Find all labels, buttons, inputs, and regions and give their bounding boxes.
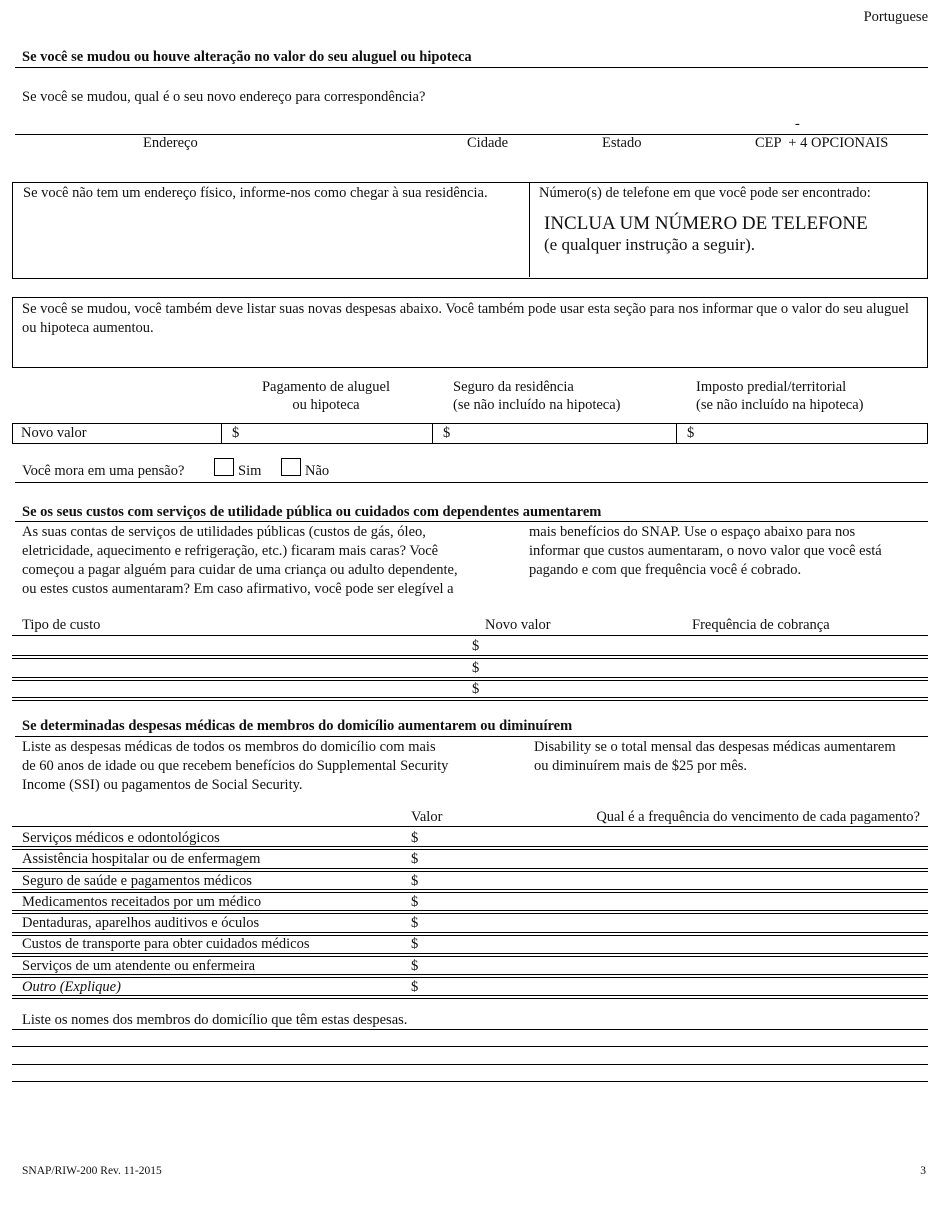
new-expenses-note: Se você se mudou, você também deve listar suas novas despesas abaixo. Você também pode usar esta seção para nos informar que o valor do seu aluguel ou hipoteca aumentou. bbox=[22, 301, 909, 336]
new-amount-row bbox=[12, 423, 928, 444]
value-header: Valor bbox=[411, 809, 443, 825]
rent-column-header bbox=[236, 378, 416, 414]
medical-description-left bbox=[22, 738, 517, 795]
medical-description-right bbox=[534, 738, 929, 776]
table-row-line bbox=[12, 974, 928, 978]
utility-text-line: informar que custos aumentaram, o novo valor que você está bbox=[529, 543, 882, 559]
medical-amount-field[interactable]: $ bbox=[411, 894, 419, 910]
table-header-line bbox=[12, 635, 928, 636]
new-amount-header: Novo valor bbox=[485, 617, 551, 633]
insurance-amount-field[interactable]: $ bbox=[435, 424, 677, 443]
billing-frequency-header: Frequência de cobrança bbox=[692, 617, 830, 633]
tax-header-line1: Imposto predial/territorial bbox=[696, 379, 847, 395]
new-amount-label: Novo valor bbox=[13, 424, 222, 443]
medical-text-line: Disability se o total mensal das despesas médicas aumentarem bbox=[534, 739, 896, 755]
section-divider bbox=[15, 736, 928, 737]
utility-description-right bbox=[529, 523, 929, 580]
new-address-question: Se você se mudou, qual é o seu novo endereço para correspondência? bbox=[22, 89, 426, 105]
medical-amount-field[interactable]: $ bbox=[411, 851, 419, 867]
table-row-line bbox=[12, 868, 928, 872]
utility-amount-field[interactable]: $ bbox=[472, 660, 480, 676]
utility-text-line: pagando e com que frequência você é cobrado. bbox=[529, 562, 802, 578]
directions-label: Se você não tem um endereço físico, informe-nos como chegar à sua residência. bbox=[23, 185, 488, 201]
medical-text-line: ou diminuírem mais de $25 por mês. bbox=[534, 758, 748, 774]
medical-section-title: Se determinadas despesas médicas de membros do domicílio aumentarem ou diminuírem bbox=[22, 718, 573, 734]
tax-column-header bbox=[696, 378, 864, 414]
utility-amount-field[interactable]: $ bbox=[472, 638, 480, 654]
table-row-line bbox=[12, 846, 928, 850]
city-label: Cidade bbox=[467, 135, 509, 151]
table-row-line bbox=[12, 697, 928, 701]
medical-amount-field[interactable]: $ bbox=[411, 958, 419, 974]
medical-row-label: Seguro de saúde e pagamentos médicos bbox=[22, 873, 252, 889]
medical-row-label: Serviços de um atendente ou enfermeira bbox=[22, 958, 256, 974]
medical-amount-field[interactable]: $ bbox=[411, 979, 419, 995]
utility-text-line: ou estes custos aumentaram? Em caso afirmativo, você pode ser elegível a bbox=[22, 581, 454, 597]
utility-text-line: eletricidade, aquecimento e refrigeração, etc.) ficaram mais caras? Você bbox=[22, 543, 439, 559]
table-row-line bbox=[12, 889, 928, 893]
table-row-line bbox=[12, 677, 928, 681]
medical-row-label: Medicamentos receitados por um médico bbox=[22, 894, 262, 910]
phone-instruction-1: INCLUA UM NÚMERO DE TELEFONE bbox=[544, 213, 868, 234]
cost-type-header: Tipo de custo bbox=[22, 617, 101, 633]
table-row-line bbox=[12, 910, 928, 914]
box-divider bbox=[529, 182, 530, 277]
utility-amount-field[interactable]: $ bbox=[472, 681, 480, 697]
section-divider bbox=[15, 482, 928, 483]
form-id: SNAP/RIW-200 Rev. 11-2015 bbox=[22, 1165, 162, 1177]
boarding-no-checkbox[interactable] bbox=[281, 458, 301, 476]
tax-amount-field[interactable]: $ bbox=[687, 425, 695, 441]
zip-label: CEP + 4 OPCIONAIS bbox=[755, 135, 889, 151]
phone-instruction-2: (e qualquer instrução a seguir). bbox=[544, 235, 755, 254]
medical-row-label-other: Outro (Explique) bbox=[22, 979, 121, 995]
utility-text-line: mais benefícios do SNAP. Use o espaço abaixo para nos bbox=[529, 524, 856, 540]
members-input-line[interactable] bbox=[12, 1081, 928, 1082]
medical-row-label: Serviços médicos e odontológicos bbox=[22, 830, 220, 846]
utility-description-left bbox=[22, 523, 512, 599]
household-members-label: Liste os nomes dos membros do domicílio que têm estas despesas. bbox=[22, 1012, 408, 1028]
medical-text-line: Liste as despesas médicas de todos os membros do domicílio com mais bbox=[22, 739, 436, 755]
directions-phone-box bbox=[12, 182, 928, 279]
members-input-line[interactable] bbox=[12, 1064, 928, 1065]
rent-header-line2: ou hipoteca bbox=[292, 397, 360, 413]
address-label: Endereço bbox=[143, 135, 198, 151]
insurance-header-line1: Seguro da residência bbox=[453, 379, 574, 395]
insurance-header-line2: (se não incluído na hipoteca) bbox=[453, 397, 621, 413]
language-label: Portuguese bbox=[863, 9, 928, 25]
boarding-yes-checkbox[interactable] bbox=[214, 458, 234, 476]
insurance-column-header bbox=[453, 378, 621, 414]
phone-label: Número(s) de telefone em que você pode ser encontrado: bbox=[539, 185, 871, 201]
page-number: 3 bbox=[920, 1165, 926, 1177]
rent-header-line1: Pagamento de aluguel bbox=[261, 379, 391, 395]
state-label: Estado bbox=[602, 135, 642, 151]
medical-text-line: de 60 anos de idade ou que recebem benefícios do Supplemental Security bbox=[22, 758, 449, 774]
section-divider bbox=[15, 67, 928, 68]
members-input-line[interactable] bbox=[12, 1046, 928, 1047]
medical-row-label: Dentaduras, aparelhos auditivos e óculos bbox=[22, 915, 260, 931]
medical-row-label: Assistência hospitalar ou de enfermagem bbox=[22, 851, 261, 867]
medical-amount-field[interactable]: $ bbox=[411, 915, 419, 931]
utility-text-line: começou a pagar alguém para cuidar de uma criança ou adulto dependente, bbox=[22, 562, 458, 578]
medical-amount-field[interactable]: $ bbox=[411, 830, 419, 846]
section-divider bbox=[15, 521, 928, 522]
rent-amount-field[interactable]: $ bbox=[224, 424, 433, 443]
boarding-house-question: Você mora em uma pensão? bbox=[22, 463, 185, 479]
utility-section-title: Se os seus custos com serviços de utilidade pública ou cuidados com dependentes aumentarem bbox=[22, 504, 602, 520]
table-row-line bbox=[12, 953, 928, 957]
utility-text-line: As suas contas de serviços de utilidades públicas (custos de gás, óleo, bbox=[22, 524, 426, 540]
payment-frequency-header: Qual é a frequência do vencimento de cada pagamento? bbox=[596, 809, 920, 825]
members-input-line[interactable] bbox=[12, 1029, 928, 1030]
new-expenses-note-box bbox=[12, 297, 928, 368]
medical-amount-field[interactable]: $ bbox=[411, 873, 419, 889]
medical-row-label: Custos de transporte para obter cuidados médicos bbox=[22, 936, 310, 952]
table-row-line bbox=[12, 995, 928, 999]
medical-text-line: Income (SSI) ou pagamentos de Social Security. bbox=[22, 777, 303, 793]
table-header-line bbox=[12, 826, 928, 827]
boarding-yes-label: Sim bbox=[238, 463, 262, 479]
boarding-no-label: Não bbox=[305, 463, 330, 479]
medical-amount-field[interactable]: $ bbox=[411, 936, 419, 952]
zip-dash: - bbox=[795, 116, 800, 132]
address-section-title: Se você se mudou ou houve alteração no valor do seu aluguel ou hipoteca bbox=[22, 49, 472, 65]
table-row-line bbox=[12, 655, 928, 659]
tax-header-line2: (se não incluído na hipoteca) bbox=[696, 397, 864, 413]
